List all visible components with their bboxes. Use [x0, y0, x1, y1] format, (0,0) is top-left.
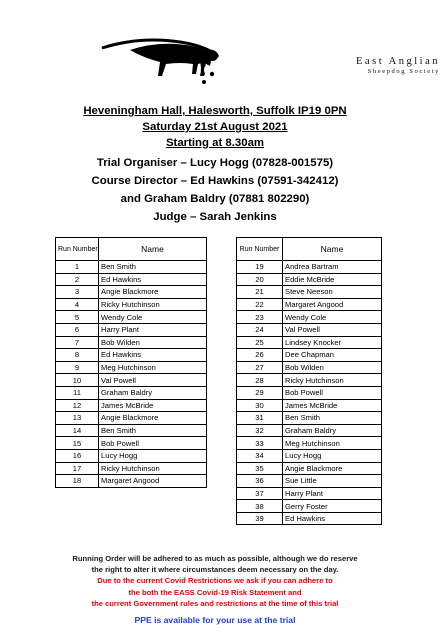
- handler-name-cell: Harry Plant: [283, 487, 382, 500]
- running-order-note-line1: Running Order will be adhered to as much as possible, although we do reserve: [72, 554, 358, 563]
- handler-name-cell: Harry Plant: [99, 323, 207, 336]
- run-number-cell: 27: [237, 361, 283, 374]
- run-number-cell: 7: [56, 336, 99, 349]
- run-number-cell: 13: [56, 412, 99, 425]
- table-row: [237, 323, 382, 336]
- run-number-cell: 24: [237, 323, 283, 336]
- handler-name-cell: Meg Hutchinson: [99, 361, 207, 374]
- covid-note-line3: the current Government rules and restrictions at the time of this trial: [91, 598, 339, 608]
- handler-name-cell: Angie Blackmore: [99, 412, 207, 425]
- handler-name-cell: Ben Smith: [99, 424, 207, 437]
- running-order-note-line2: the right to alter it where circumstances deem necessary on the day.: [91, 565, 339, 575]
- table-row: [56, 424, 207, 437]
- table-row: [237, 412, 382, 425]
- table-row: [237, 349, 382, 362]
- table-row: [237, 487, 382, 500]
- run-number-cell: 8: [56, 349, 99, 362]
- run-number-header: Run Number: [56, 238, 99, 261]
- handler-name-cell: Margaret Angood: [99, 475, 207, 488]
- run-number-cell: 36: [237, 475, 283, 488]
- handler-name-cell: Meg Hutchinson: [283, 437, 382, 450]
- start-time-line: Starting at 8.30am: [165, 137, 265, 149]
- run-number-cell: 22: [237, 298, 283, 311]
- handler-name-cell: Bob Wilden: [99, 336, 207, 349]
- venue-line: Heveningham Hall, Halesworth, Suffolk IP19 0PN: [83, 105, 347, 117]
- run-number-cell: 10: [56, 374, 99, 387]
- handler-name-cell: Ben Smith: [99, 261, 207, 274]
- handler-name-cell: Graham Baldry: [283, 424, 382, 437]
- handler-name-cell: Angie Blackmore: [283, 462, 382, 475]
- table-row: [56, 449, 207, 462]
- handler-name-cell: Bob Powell: [283, 386, 382, 399]
- table-row: [237, 500, 382, 513]
- running-order-table-right: [236, 237, 382, 525]
- course-director-line: Course Director – Ed Hawkins (07591-342412): [91, 175, 339, 187]
- run-number-cell: 20: [237, 273, 283, 286]
- table-row: [237, 374, 382, 387]
- table-row: [237, 449, 382, 462]
- table-row: [56, 475, 207, 488]
- run-number-cell: 34: [237, 449, 283, 462]
- run-number-cell: 26: [237, 349, 283, 362]
- handler-name-cell: Ricky Hutchinson: [99, 298, 207, 311]
- handler-name-cell: Lucy Hogg: [99, 449, 207, 462]
- handler-name-cell: Bob Powell: [99, 437, 207, 450]
- run-number-cell: 25: [237, 336, 283, 349]
- handler-name-cell: Angie Blackmore: [99, 286, 207, 299]
- handler-name-cell: Gerry Foster: [283, 500, 382, 513]
- run-number-cell: 5: [56, 311, 99, 324]
- run-number-cell: 17: [56, 462, 99, 475]
- table-row: [237, 475, 382, 488]
- table-row: [56, 323, 207, 336]
- run-number-cell: 2: [56, 273, 99, 286]
- run-number-cell: 9: [56, 361, 99, 374]
- table-header-row: [56, 238, 207, 261]
- handler-name-cell: Ricky Hutchinson: [283, 374, 382, 387]
- handler-name-cell: James McBride: [99, 399, 207, 412]
- table-row: [56, 261, 207, 274]
- handler-name-cell: Lindsey Knocker: [283, 336, 382, 349]
- table-row: [237, 273, 382, 286]
- handler-name-cell: Val Powell: [99, 374, 207, 387]
- handler-name-cell: Eddie McBride: [283, 273, 382, 286]
- society-logo: [100, 26, 440, 88]
- table-row: [56, 311, 207, 324]
- handler-name-cell: Margaret Angood: [283, 298, 382, 311]
- run-number-cell: 29: [237, 386, 283, 399]
- running-order-notice: [0, 553, 430, 609]
- table-row: [56, 437, 207, 450]
- run-number-cell: 3: [56, 286, 99, 299]
- table-row: [56, 286, 207, 299]
- handler-name-cell: Ricky Hutchinson: [99, 462, 207, 475]
- run-number-cell: 38: [237, 500, 283, 513]
- run-number-cell: 12: [56, 399, 99, 412]
- run-number-cell: 1: [56, 261, 99, 274]
- handler-name-cell: Graham Baldry: [99, 386, 207, 399]
- run-number-cell: 32: [237, 424, 283, 437]
- organiser-line: Trial Organiser – Lucy Hogg (07828-001575): [96, 157, 334, 169]
- name-header: Name: [283, 238, 382, 261]
- table-row: [237, 424, 382, 437]
- table-header-row: [237, 238, 382, 261]
- table-row: [237, 286, 382, 299]
- run-number-cell: 31: [237, 412, 283, 425]
- handler-name-cell: Val Powell: [283, 323, 382, 336]
- ppe-note: PPE is available for your use at the trial: [134, 615, 296, 625]
- handler-name-cell: Wendy Cole: [99, 311, 207, 324]
- handler-name-cell: Andrea Bartram: [283, 261, 382, 274]
- handler-name-cell: Sue Little: [283, 475, 382, 488]
- covid-note-line1: Due to the current Covid Restrictions we ask if you can adhere to: [97, 576, 333, 586]
- judge-line: Judge – Sarah Jenkins: [153, 211, 277, 223]
- covid-note-line2: the both the EASS Covid-19 Risk Statement and: [128, 587, 302, 597]
- table-row: [56, 298, 207, 311]
- table-row: [237, 336, 382, 349]
- run-number-cell: 19: [237, 261, 283, 274]
- handler-name-cell: Ed Hawkins: [283, 512, 382, 525]
- run-number-header: Run Number: [237, 238, 283, 261]
- run-number-cell: 21: [237, 286, 283, 299]
- handler-name-cell: Wendy Cole: [283, 311, 382, 324]
- run-number-cell: 14: [56, 424, 99, 437]
- table-row: [56, 399, 207, 412]
- table-row: [56, 386, 207, 399]
- run-number-cell: 18: [56, 475, 99, 488]
- run-number-cell: 39: [237, 512, 283, 525]
- handler-name-cell: Ben Smith: [283, 412, 382, 425]
- run-number-cell: 28: [237, 374, 283, 387]
- run-number-cell: 11: [56, 386, 99, 399]
- table-row: [56, 412, 207, 425]
- table-row: [237, 386, 382, 399]
- org-name-line2: Sheepdog Society: [367, 68, 440, 75]
- run-number-cell: 16: [56, 449, 99, 462]
- handler-name-cell: Steve Neeson: [283, 286, 382, 299]
- org-name-line1: East Anglian: [356, 56, 440, 67]
- run-number-cell: 23: [237, 311, 283, 324]
- org-name: [300, 56, 440, 75]
- table-row: [237, 361, 382, 374]
- name-header: Name: [99, 238, 207, 261]
- table-row: [56, 462, 207, 475]
- handler-name-cell: Dee Chapman: [283, 349, 382, 362]
- handler-name-cell: James McBride: [283, 399, 382, 412]
- table-row: [56, 336, 207, 349]
- table-row: [237, 512, 382, 525]
- table-row: [237, 437, 382, 450]
- run-number-cell: 35: [237, 462, 283, 475]
- run-number-cell: 30: [237, 399, 283, 412]
- run-number-cell: 15: [56, 437, 99, 450]
- table-row: [56, 349, 207, 362]
- table-row: [56, 361, 207, 374]
- date-line: Saturday 21st August 2021: [142, 121, 288, 133]
- running-order-table-left: [55, 237, 207, 488]
- handler-name-cell: Ed Hawkins: [99, 273, 207, 286]
- run-number-cell: 4: [56, 298, 99, 311]
- handler-name-cell: Ed Hawkins: [99, 349, 207, 362]
- run-number-cell: 33: [237, 437, 283, 450]
- table-row: [237, 298, 382, 311]
- table-row: [237, 399, 382, 412]
- run-number-cell: 37: [237, 487, 283, 500]
- table-row: [237, 462, 382, 475]
- run-number-cell: 6: [56, 323, 99, 336]
- table-row: [237, 261, 382, 274]
- second-director-line: and Graham Baldry (07881 802290): [120, 193, 310, 205]
- sheepdog-icon: [100, 26, 220, 88]
- handler-name-cell: Lucy Hogg: [283, 449, 382, 462]
- handler-name-cell: Bob Wilden: [283, 361, 382, 374]
- table-row: [56, 273, 207, 286]
- table-row: [237, 311, 382, 324]
- table-row: [56, 374, 207, 387]
